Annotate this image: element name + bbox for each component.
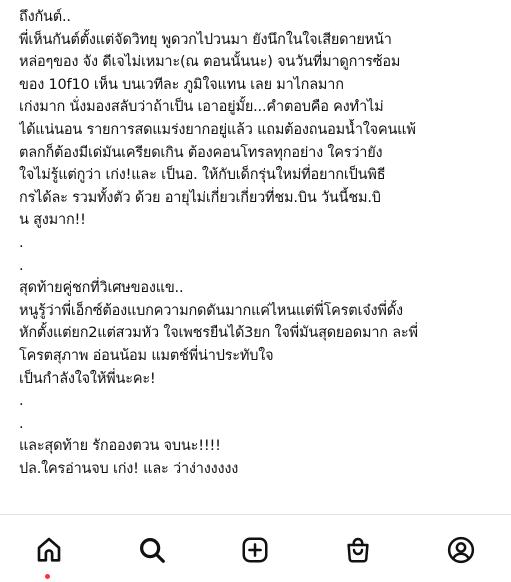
caption-line: .: [19, 415, 24, 432]
caption-line: ใจไม่รู้แต่กูว่า เก่ง!และ เป็นอ. ให้กับเด็กรุ่นใหม่ที่อยากเป็นพิธี: [19, 167, 386, 184]
caption-line: ของ 10f10 เห็น บนเวทีละ ภูมิใจแทน เลย มาไกลมาก: [19, 76, 344, 93]
shopping-bag-icon: [343, 535, 373, 565]
caption-line: น สูงมาก!!: [19, 212, 86, 229]
nav-profile[interactable]: [444, 533, 478, 567]
caption-line: ตลกก็ต้องมีเด่มันเครียดเกิน ต้องคอนโทรลทุกอย่าง ใครว่ายัง: [19, 144, 383, 161]
caption-line: .: [19, 234, 24, 251]
caption-line: สุดท้ายคู่ชกที่วิเศษของแข..: [19, 280, 184, 297]
notification-dot: [45, 574, 50, 579]
caption-line: หนูรู้ว่าพี่เอ็กซ์ต้องแบกความกดดันมากแค่ไหนแต่พี่โครตเจ๋งพี่ดั้ง: [19, 302, 403, 319]
caption-line: ได้แน่นอน รายการสดแมร่งยากอยู่แล้ว แถมต้องถนอมน้ำใจคนแพ้: [19, 121, 416, 138]
bottom-navigation-bar: [0, 515, 511, 582]
nav-search[interactable]: [135, 533, 169, 567]
caption-line: หล่อๆของ จัง ดีเจไม่เหมาะ(ณ ตอนนั้นนะ) จนวันที่มาดูการซ้อม: [19, 54, 401, 71]
caption-line: .: [19, 257, 24, 274]
caption-line: และสุดท้าย รักอองตวน จบนะ!!!!: [19, 438, 221, 455]
caption-line: พี่เห็นกันต์ตั้งแต่จัดวิทยุ พูดวกไปวนมา ยังนึกในใจเสียดายหน้า: [19, 31, 392, 48]
caption-line: โครตสุภาพ อ่อนน้อม แมตช์พี่น่าประทับใจ: [19, 347, 274, 364]
nav-home[interactable]: [32, 533, 66, 567]
nav-shop[interactable]: [341, 533, 375, 567]
caption-line: เป็นกำลังใจให้พี่นะคะ!: [19, 370, 156, 387]
caption-line: เก่งมาก นั่งมองสลับว่าถ้าเป็น เอาอยู่มั้ย...คำตอบคือ คงทำไม่: [19, 99, 384, 116]
search-icon: [137, 535, 167, 565]
caption-line: ถึงกันต์..: [19, 9, 71, 25]
caption-line: .: [19, 393, 24, 410]
nav-create[interactable]: [238, 533, 272, 567]
home-icon: [34, 535, 64, 565]
caption-line: ปล.ใครอ่านจบ เก่ง! และ ว่าง่างงงงง: [19, 460, 239, 477]
profile-icon: [446, 535, 476, 565]
caption-line: กรได้ละ รวมทั้งตัว ด้วย อายุไม่เกี่ยวเกี่ยวที่ชม.บิน วันนี้ชม.บิ: [19, 189, 381, 206]
caption-line: หักตั้งแต่ยก2แต่สวมหัว ใจเพชรยืนได้3ยก ใจพี่มันสุดยอดมาก ละพี่: [19, 325, 418, 342]
plus-square-icon: [240, 535, 270, 565]
post-caption: [19, 6, 501, 480]
